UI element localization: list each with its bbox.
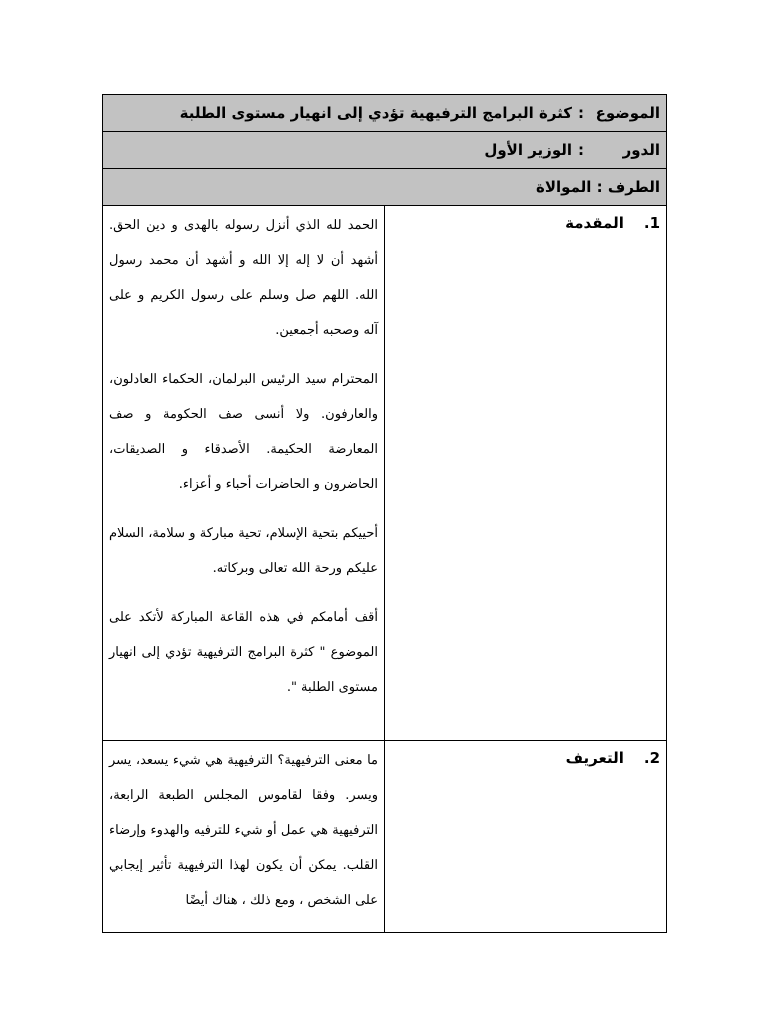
topic-label: الموضوع	[595, 104, 660, 122]
section-body-cell	[103, 206, 385, 741]
section-row-definition	[103, 741, 667, 933]
side-text: الطرف : الموالاة	[536, 178, 660, 196]
topic-separator: :	[578, 104, 584, 122]
section-body-cell	[103, 741, 385, 933]
role-label: الدور	[622, 141, 660, 159]
role-row	[103, 132, 667, 169]
section-title: المقدمة	[565, 214, 624, 232]
section-title-cell	[385, 206, 667, 741]
section-paragraph: أحييكم بتحية الإسلام، تحية مباركة و سلامة، السلام عليكم ورحة الله تعالى وبركاته.	[109, 526, 378, 576]
role-header	[103, 132, 667, 169]
topic-value: كثرة البرامج الترفيهية تؤدي إلى انهيار مستوى الطلبة	[179, 104, 572, 122]
section-paragraph: الحمد لله الذي أنزل رسوله بالهدى و دين الحق. أشهد أن لا إله إلا الله و أشهد أن محمد رسول الله. اللهم صل وسلم على رسول الكريم و على آله وصحبه أجمعين.	[109, 218, 378, 338]
section-paragraph: أقف أمامكم في هذه القاعة المباركة لأتكد على الموضوع " كثرة البرامج الترفيهية تؤدي إلى انهيار مستوى الطلبة ".	[109, 610, 378, 695]
side-row	[103, 169, 667, 206]
section-paragraph: ما معنى الترفيهية؟ الترفيهية هي شيء يسعد، يسر ويسر. وفقا لقاموس المجلس الطبعة الرابعة، الترفيهية هي عمل أو شيء للترفيه والهدوء وإرضاء القلب. يمكن أن يكون لهذا الترفيهية تأثير إيجابي على الشخص ، ومع ذلك ، هناك أيضًا	[109, 753, 378, 908]
topic-header	[103, 95, 667, 132]
side-header	[103, 169, 667, 206]
section-number: 2.	[643, 749, 660, 767]
section-title-cell	[385, 741, 667, 933]
section-paragraph: المحترام سيد الرئيس البرلمان، الحكماء العادلون، والعارفون. ولا أنسى صف الحكومة و صف المعارضة الحكيمة. الأصدقاء و الصديقات، الحاضرون و الحاضرات أحباء و أعزاء.	[109, 372, 378, 492]
debate-outline-table	[102, 94, 667, 933]
section-number: 1.	[643, 214, 660, 232]
section-title: التعريف	[565, 749, 624, 767]
role-value: الوزير الأول	[484, 141, 572, 159]
topic-row	[103, 95, 667, 132]
section-row-introduction	[103, 206, 667, 741]
role-separator: :	[578, 141, 584, 159]
